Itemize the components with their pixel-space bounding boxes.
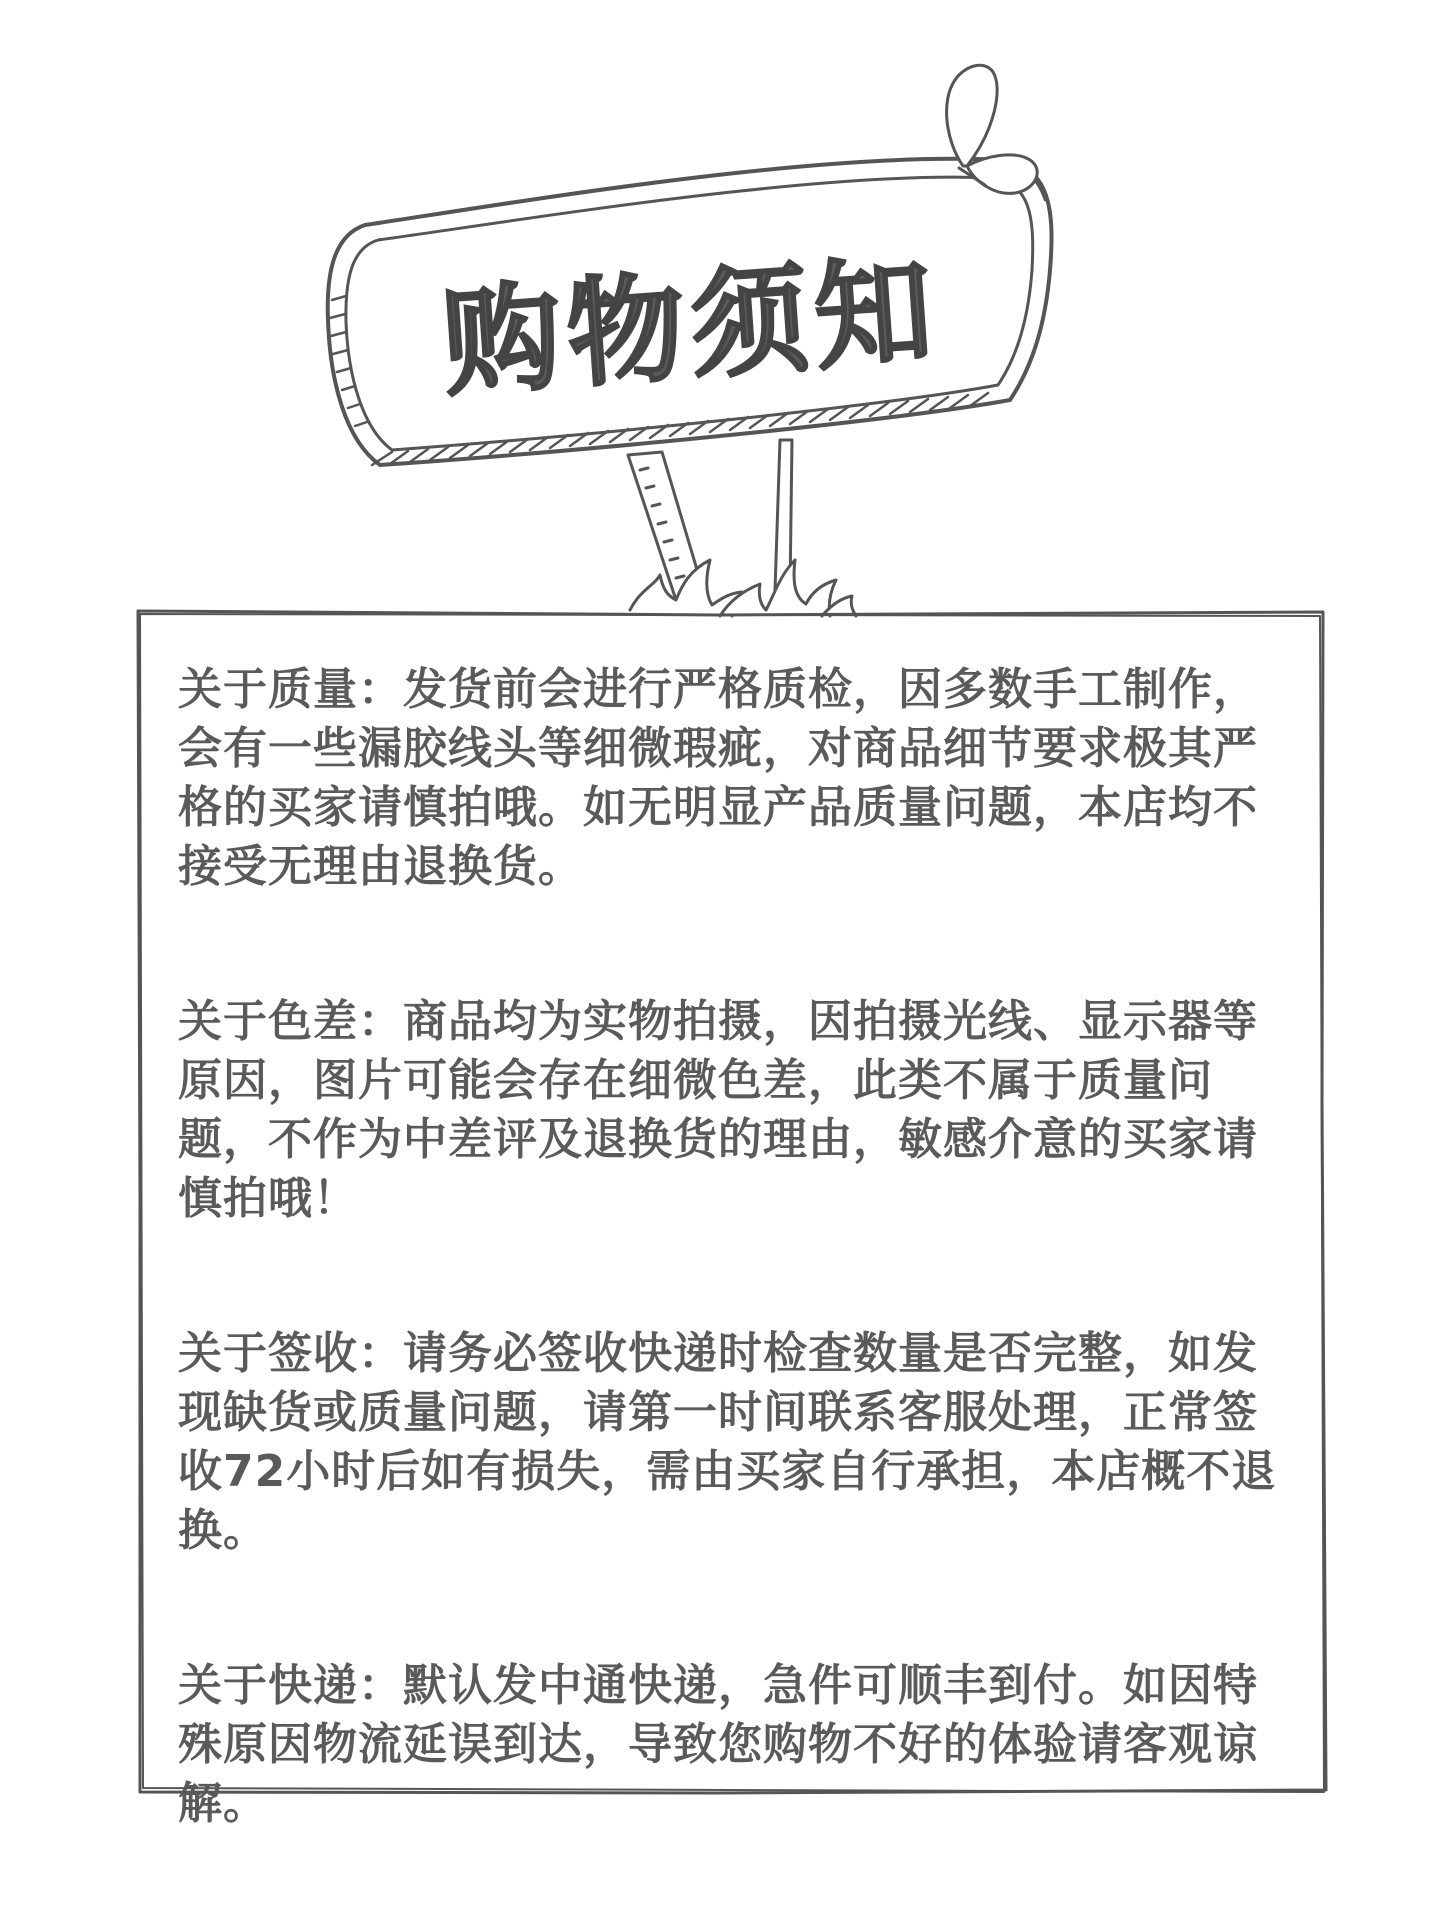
- notice-section-color: 关于色差：商品均为实物拍摄，因拍摄光线、显示器等原因，图片可能会存在细微色差，此类不属于质量问题，不作为中差评及退换货的理由，敏感介意的买家请慎拍哦！: [178, 996, 1258, 1224]
- grass-icon: [630, 560, 856, 616]
- notice-section-delivery: 关于快递：默认发中通快递，急件可顺丰到付。如因特殊原因物流延误到达，导致您购物不好的体验请客观谅解。: [178, 1660, 1258, 1829]
- notice-section-quality: 关于质量：发货前会进行严格质检，因多数手工制作，会有一些漏胶线头等细微瑕疵，对商品细节要求极其严格的买家请慎拍哦。如无明显产品质量问题，本店均不接受无理由退换货。: [178, 664, 1258, 892]
- page-title: 购物须知: [438, 239, 943, 414]
- notice-section-receipt: 关于签收：请务必签收快递时检查数量是否完整，如发现缺货或质量问题，请第一时间联系客服处理，正常签收72小时后如有损失，需由买家自行承担，本店概不退换。: [178, 1328, 1277, 1556]
- sign-post-icon: [628, 440, 792, 600]
- shopping-notice: [178, 660, 1298, 1929]
